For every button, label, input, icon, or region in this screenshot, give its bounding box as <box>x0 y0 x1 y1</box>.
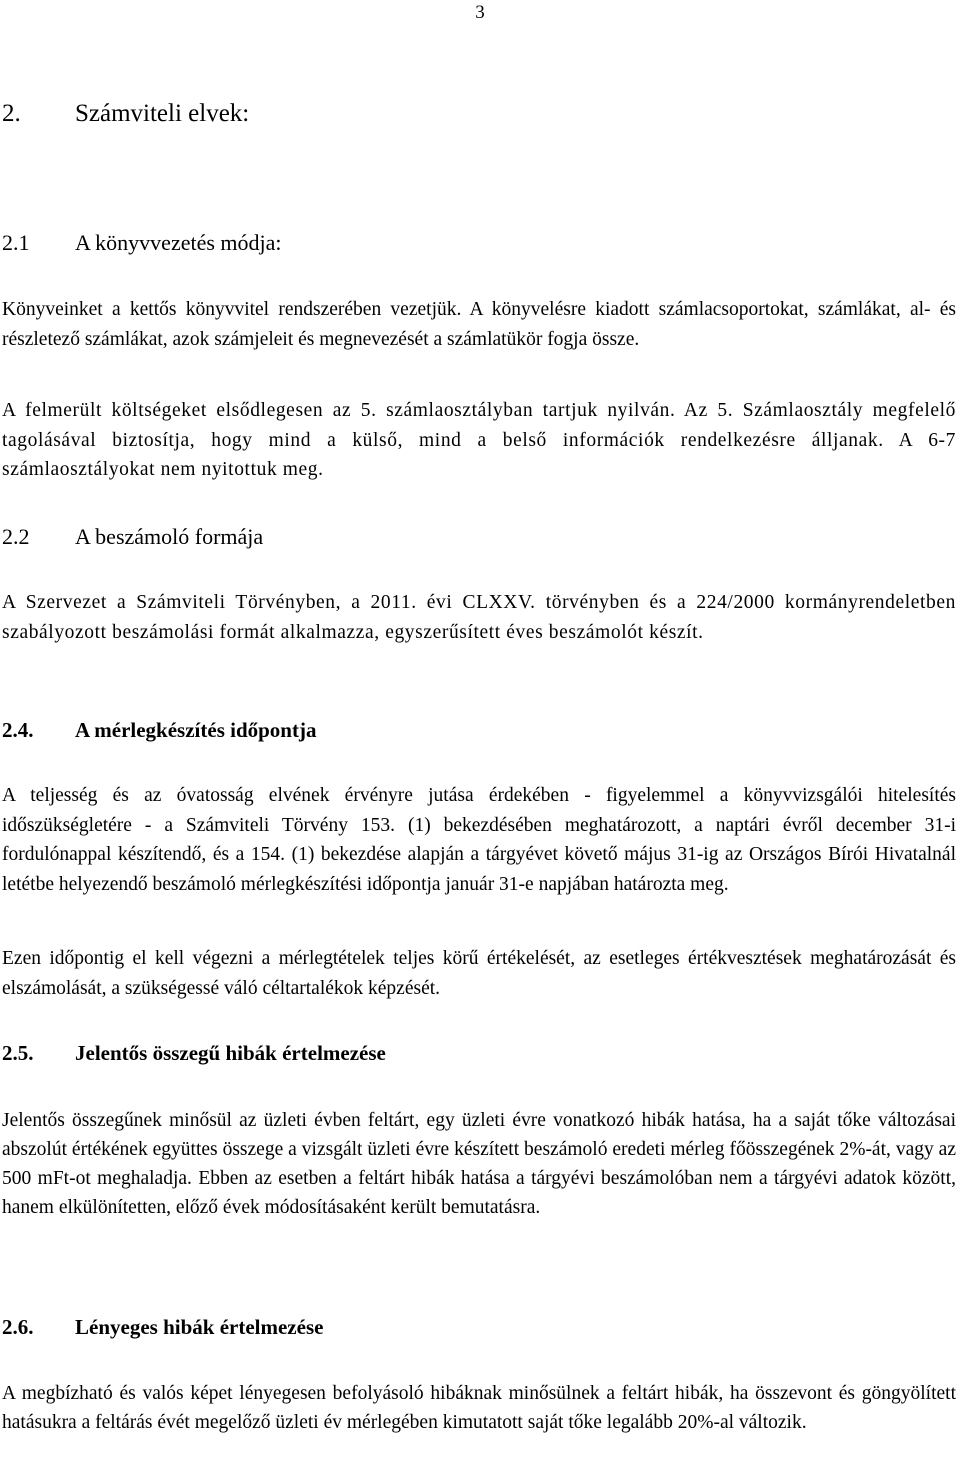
section-2-6-heading <box>2 1315 956 1340</box>
section-number: 2.4. <box>2 718 34 742</box>
section-2-4-heading <box>2 718 956 743</box>
paragraph: A teljesség és az óvatosság elvének érvényre jutása érdekében - figyelemmel a könyvvizsgálói hitelesítés időszükségletére - a Számviteli Törvény 153. (1) bekezdésében meghatározott, a naptári évről december 31-i fordulónappal készítendő, és a 154. (1) bekezdése alapján a tárgyévet követő május 31-ig az Országos Bírói Hivatalnál letétbe helyezendő beszámoló mérlegkészítési időpontja január 31-e napjában határozta meg. <box>2 785 956 895</box>
page-number: 3 <box>475 2 485 23</box>
section-title: A könyvvezetés módja: <box>75 230 282 255</box>
section-title: Számviteli elvek: <box>75 100 250 127</box>
section-2-heading <box>2 100 956 128</box>
section-title: Lényeges hibák értelmezése <box>75 1315 324 1339</box>
paragraph: Könyveinket a kettős könyvvitel rendszerében vezetjük. A könyvelésre kiadott számlacsoportokat, számlákat, al- és részletező számlákat, azok számjeleit és megnevezését a számlatükör fogja össze. <box>2 299 956 350</box>
section-2-2-heading <box>2 524 956 550</box>
paragraph: A megbízható és valós képet lényegesen befolyásoló hibáknak minősülnek a feltárt hibák, ha összevont és göngyölített hatásukra a feltárás évét megelőző üzleti év mérlegében kimutatott saját tőke legalább 20%-al változik. <box>2 1383 956 1433</box>
paragraph: A felmerült költségeket elsődlegesen az 5. számlaosztályban tartjuk nyilván. Az 5. Számlaosztály megfelelő tagolásával biztosítja, hogy mind a külső, mind a belső információk rendelkezésre álljanak. A 6-7 számlaosztályokat nem nyitottuk meg. <box>2 400 956 480</box>
paragraph: Jelentős összegűnek minősül az üzleti évben feltárt, egy üzleti évre vonatkozó hibák hatása, ha a saját tőke változásai abszolút értékének együttes összege a vizsgált üzleti évre készített beszámoló eredeti mérleg főösszegének 2%-át, vagy az 500 mFt-ot meghaladja. Ebben az esetben a feltárt hibák hatása a tárgyévi beszámolóban nem a tárgyévi adatok között, hanem elkülönítetten, előző évek módosításaként került bemutatásra. <box>2 1110 956 1218</box>
section-number: 2.1 <box>2 230 30 255</box>
section-number: 2.2 <box>2 524 30 549</box>
section-2-5-heading <box>2 1041 956 1066</box>
section-number: 2. <box>2 100 21 127</box>
section-title: A beszámoló formája <box>75 524 264 549</box>
section-title: Jelentős összegű hibák értelmezése <box>75 1041 386 1065</box>
paragraph: Ezen időpontig el kell végezni a mérlegtételek teljes körű értékelését, az esetleges értékvesztések meghatározását és elszámolását, a szükségessé váló céltartalékok képzését. <box>2 948 956 999</box>
section-2-1-heading <box>2 230 956 256</box>
section-title: A mérlegkészítés időpontja <box>75 718 317 742</box>
paragraph: A Szervezet a Számviteli Törvényben, a 2011. évi CLXXV. törvényben és a 224/2000 kormányrendeletben szabályozott beszámolási formát alkalmazza, egyszerűsített éves beszámolót készít. <box>2 592 956 643</box>
section-number: 2.6. <box>2 1315 34 1339</box>
section-number: 2.5. <box>2 1041 34 1065</box>
